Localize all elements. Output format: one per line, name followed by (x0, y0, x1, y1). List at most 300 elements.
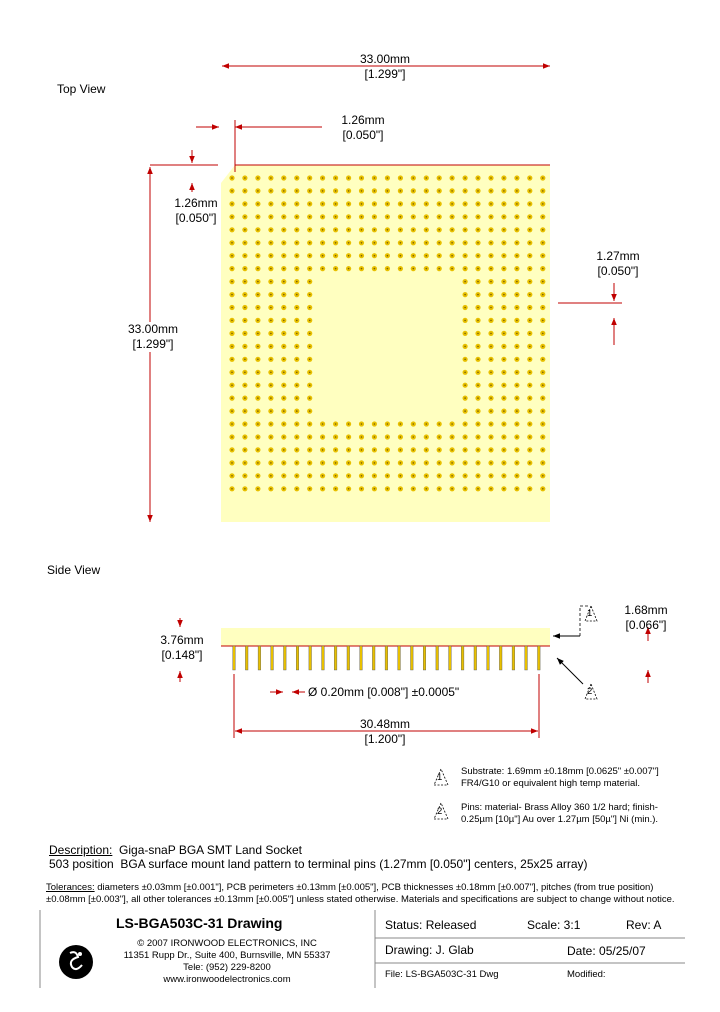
ball-pad-center (335, 475, 337, 477)
ball-pad-center (490, 281, 492, 283)
ball-pad-center (257, 229, 259, 231)
ball-pad-center (426, 216, 428, 218)
ball-pad-center (270, 281, 272, 283)
ball-pad-center (438, 216, 440, 218)
ball-pad-center (426, 449, 428, 451)
ball-pad-center (244, 268, 246, 270)
terminal-pin (385, 646, 388, 670)
note-2-line-1: Pins: material- Brass Alloy 360 1/2 hard; finish- (461, 802, 658, 813)
ball-pad-center (490, 488, 492, 490)
ball-pad-center (231, 410, 233, 412)
ball-pad-center (542, 359, 544, 361)
ball-pad-center (477, 410, 479, 412)
ball-pad-center (438, 242, 440, 244)
ball-pad-center (283, 488, 285, 490)
ball-pad-center (516, 359, 518, 361)
ball-pad-center (400, 449, 402, 451)
ball-pad-center (503, 462, 505, 464)
ball-pad-center (296, 320, 298, 322)
ball-pad-center (361, 423, 363, 425)
ball-pad-center (309, 268, 311, 270)
ball-pad-center (348, 436, 350, 438)
ball-pad-center (464, 359, 466, 361)
ball-pad-center (477, 281, 479, 283)
terminal-pin (233, 646, 236, 670)
ball-pad-center (490, 397, 492, 399)
ball-pad-center (413, 449, 415, 451)
ball-pad-center (322, 488, 324, 490)
side-height-dimension (142, 633, 222, 663)
callout-marker-2: 2 (587, 686, 593, 697)
ball-pad-center (490, 242, 492, 244)
ball-pad-center (529, 190, 531, 192)
ball-pad-center (464, 346, 466, 348)
ball-pad-center (477, 333, 479, 335)
ball-pad-center (400, 216, 402, 218)
ball-pad-center (270, 488, 272, 490)
ball-pad-center (270, 397, 272, 399)
ball-pad-center (438, 177, 440, 179)
ball-pad-center (296, 372, 298, 374)
ball-pad-center (503, 333, 505, 335)
ball-pad-center (503, 307, 505, 309)
ball-pad-center (426, 203, 428, 205)
ball-pad-center (270, 359, 272, 361)
ball-pad-center (516, 475, 518, 477)
ball-pad-center (244, 216, 246, 218)
ball-pad-center (335, 488, 337, 490)
ball-pad-center (542, 242, 544, 244)
ball-pad-center (296, 410, 298, 412)
ball-pad-center (529, 216, 531, 218)
ball-pad-center (231, 475, 233, 477)
ball-pad-center (387, 177, 389, 179)
ball-pad-center (270, 203, 272, 205)
ball-pad-center (477, 307, 479, 309)
ball-pad-center (503, 177, 505, 179)
ball-pad-center (244, 320, 246, 322)
ball-pad-center (244, 436, 246, 438)
ball-pad-center (296, 333, 298, 335)
ball-pad-center (257, 307, 259, 309)
ball-pad-center (542, 177, 544, 179)
ball-pad-center (283, 436, 285, 438)
tolerances-line-1 (46, 882, 653, 894)
ball-pad-center (309, 255, 311, 257)
ball-pad-center (477, 488, 479, 490)
substrate-in: [0.066"] (625, 618, 667, 632)
ball-pad-center (464, 307, 466, 309)
side-view-pins (233, 646, 540, 670)
ball-pad-center (490, 203, 492, 205)
ball-pad-center (283, 281, 285, 283)
ball-pad-center (477, 449, 479, 451)
ball-pad-center (270, 294, 272, 296)
ball-pad-center (361, 436, 363, 438)
ball-pad-center (257, 436, 259, 438)
ball-pad-center (503, 384, 505, 386)
ball-pad-center (374, 475, 376, 477)
width-mm: 33.00mm (359, 52, 411, 66)
ball-pad-center (387, 229, 389, 231)
ball-pad-center (516, 294, 518, 296)
ball-pad-center (490, 255, 492, 257)
ball-pad-center (529, 242, 531, 244)
ball-pad-center (244, 307, 246, 309)
ball-pad-center (490, 449, 492, 451)
ball-pad-center (335, 449, 337, 451)
ball-pad-center (296, 229, 298, 231)
ball-pad-center (283, 177, 285, 179)
ball-pad-center (426, 423, 428, 425)
ball-pad-center (529, 320, 531, 322)
ball-pad-center (244, 397, 246, 399)
ball-pad-center (270, 410, 272, 412)
ball-pad-center (477, 177, 479, 179)
ball-pad-center (400, 423, 402, 425)
side-view-substrate (221, 628, 550, 646)
ball-pad-center (244, 333, 246, 335)
ball-pad-center (244, 229, 246, 231)
ball-pad-center (283, 268, 285, 270)
ball-pad-center (542, 320, 544, 322)
ball-pad-center (257, 384, 259, 386)
ball-pad-center (387, 462, 389, 464)
ball-pad-center (374, 190, 376, 192)
ball-pad-center (542, 216, 544, 218)
ball-pad-center (503, 475, 505, 477)
ball-pad-center (516, 449, 518, 451)
ball-pad-center (426, 242, 428, 244)
ball-pad-center (387, 242, 389, 244)
ball-pad-center (231, 384, 233, 386)
ball-pad-center (231, 436, 233, 438)
ball-pad-center (374, 203, 376, 205)
ball-pad-center (529, 436, 531, 438)
ball-pad-center (451, 190, 453, 192)
ball-pad-center (296, 423, 298, 425)
ball-pad-center (348, 203, 350, 205)
ball-pad-center (322, 203, 324, 205)
pitch-y-dimension (156, 196, 236, 226)
ball-pad-center (516, 384, 518, 386)
ball-pad-center (516, 462, 518, 464)
ball-pad-center (283, 216, 285, 218)
ball-pad-center (244, 410, 246, 412)
ball-pad-center (438, 488, 440, 490)
terminal-pin (347, 646, 350, 670)
ball-pad-center (503, 372, 505, 374)
ball-pad-center (257, 281, 259, 283)
ball-pad-center (231, 346, 233, 348)
ball-pad-center (516, 436, 518, 438)
ball-pad-center (477, 320, 479, 322)
ball-pad-center (283, 410, 285, 412)
terminal-pin (372, 646, 375, 670)
ball-pad-center (542, 423, 544, 425)
ball-pad-center (322, 177, 324, 179)
ball-pad-center (283, 475, 285, 477)
callout-marker-1: 1 (587, 608, 593, 619)
ball-pad-center (477, 203, 479, 205)
ball-pad-center (322, 475, 324, 477)
ball-pad-center (413, 203, 415, 205)
ball-pad-center (270, 333, 272, 335)
ball-pad-center (309, 423, 311, 425)
ball-pad-center (542, 372, 544, 374)
ball-pad-center (516, 203, 518, 205)
ball-pad-center (231, 255, 233, 257)
ball-pad-center (231, 242, 233, 244)
phone: Tele: (952) 229-8200 (183, 962, 271, 973)
row-pitch-in: [0.050"] (597, 264, 639, 278)
ball-pad-center (516, 216, 518, 218)
ball-pad-center (296, 177, 298, 179)
ball-pad-center (244, 488, 246, 490)
ball-pad-center (270, 229, 272, 231)
ball-pad-center (309, 203, 311, 205)
ball-pad-center (426, 177, 428, 179)
ball-pad-center (270, 255, 272, 257)
ball-pad-center (438, 255, 440, 257)
ball-pad-center (387, 216, 389, 218)
note-2-marker: 2 (437, 806, 443, 817)
ball-pad-center (374, 242, 376, 244)
ball-pad-center (335, 216, 337, 218)
ball-pad-center (335, 255, 337, 257)
ball-pad-center (516, 346, 518, 348)
ball-pad-center (348, 177, 350, 179)
ball-pad-center (542, 203, 544, 205)
ball-pad-center (335, 177, 337, 179)
ball-pad-center (451, 462, 453, 464)
terminal-pin (436, 646, 439, 670)
ball-pad-center (309, 320, 311, 322)
ball-pad-center (516, 397, 518, 399)
ball-pad-center (477, 397, 479, 399)
ball-pad-center (309, 475, 311, 477)
company-info (112, 938, 342, 986)
ball-pad-center (464, 216, 466, 218)
ball-pad-center (309, 333, 311, 335)
ball-pad-center (322, 242, 324, 244)
ball-pad-center (257, 359, 259, 361)
ball-pad-center (231, 488, 233, 490)
ball-pad-center (231, 307, 233, 309)
ball-pad-center (244, 255, 246, 257)
terminal-pin (525, 646, 528, 670)
ball-pad-center (322, 423, 324, 425)
status: Status: Released (385, 918, 477, 932)
ball-pad-center (413, 242, 415, 244)
ball-pad-center (438, 436, 440, 438)
ball-pad-center (296, 397, 298, 399)
ball-pad-center (231, 462, 233, 464)
ball-pad-center (374, 229, 376, 231)
ball-pad-center (516, 281, 518, 283)
ball-pad-center (516, 410, 518, 412)
ball-pad-center (464, 475, 466, 477)
file-name: File: LS-BGA503C-31 Dwg (385, 969, 499, 980)
pitch-x-mm: 1.26mm (341, 113, 385, 127)
ball-pad-center (283, 346, 285, 348)
ball-pad-center (244, 449, 246, 451)
ball-pad-center (490, 177, 492, 179)
ball-pad-center (374, 255, 376, 257)
ball-pad-center (270, 462, 272, 464)
ball-pad-center (309, 359, 311, 361)
ball-pad-center (503, 346, 505, 348)
ball-pad-center (477, 475, 479, 477)
ball-pad-center (270, 384, 272, 386)
ball-pad-center (464, 410, 466, 412)
ball-pad-center (516, 255, 518, 257)
ball-pad-center (283, 203, 285, 205)
ball-pad-center (529, 346, 531, 348)
ball-pad-center (542, 294, 544, 296)
pin-span-mm: 30.48mm (359, 717, 411, 731)
ball-pad-center (490, 372, 492, 374)
ball-pad-center (426, 475, 428, 477)
ball-pad-center (231, 190, 233, 192)
note-2 (461, 802, 658, 826)
revision: Rev: A (626, 918, 662, 932)
description-detail: BGA surface mount land pattern to terminal pins (1.27mm [0.050"] centers, 25x25 array) (120, 857, 588, 871)
row-pitch-dimension (578, 249, 658, 279)
ball-pad-center (335, 423, 337, 425)
ball-pad-center (231, 359, 233, 361)
ball-pad-center (426, 229, 428, 231)
ball-pad-center (270, 216, 272, 218)
ball-pad-center (387, 268, 389, 270)
ball-pad-center (361, 177, 363, 179)
ball-pad-center (296, 216, 298, 218)
ball-pad-center (477, 384, 479, 386)
drawn-by: Drawing: J. Glab (385, 943, 474, 957)
terminal-pin (296, 646, 299, 670)
ball-pad-center (348, 423, 350, 425)
ball-pad-center (361, 203, 363, 205)
ball-pad-center (231, 229, 233, 231)
ball-pad-center (296, 190, 298, 192)
ball-pad-center (451, 242, 453, 244)
ball-pad-center (438, 449, 440, 451)
ball-pad-center (231, 177, 233, 179)
ball-pad-center (283, 397, 285, 399)
ball-pad-center (451, 268, 453, 270)
ball-pad-center (244, 294, 246, 296)
ball-pad-center (516, 488, 518, 490)
terminal-pin (334, 646, 337, 670)
ball-pad-center (438, 268, 440, 270)
terminal-pin (449, 646, 452, 670)
ball-pad-center (477, 436, 479, 438)
ball-pad-center (542, 190, 544, 192)
ball-pad-center (400, 177, 402, 179)
ball-pad-center (542, 475, 544, 477)
ball-pad-center (296, 475, 298, 477)
ball-pad-center (542, 281, 544, 283)
ball-pad-center (477, 229, 479, 231)
ball-pad-center (335, 203, 337, 205)
ball-pad-center (335, 190, 337, 192)
ball-pad-center (464, 268, 466, 270)
ball-pad-center (374, 268, 376, 270)
ball-pad-center (529, 397, 531, 399)
ball-pad-center (335, 462, 337, 464)
ball-pad-center (231, 423, 233, 425)
ball-pad-center (464, 294, 466, 296)
ball-pad-center (413, 488, 415, 490)
ball-pad-center (296, 449, 298, 451)
ball-pad-center (309, 190, 311, 192)
ball-pad-center (438, 462, 440, 464)
ball-pad-center (529, 423, 531, 425)
ball-pad-center (257, 294, 259, 296)
ball-pad-center (529, 475, 531, 477)
ball-pad-center (477, 268, 479, 270)
ball-pad-center (257, 488, 259, 490)
ball-pad-center (348, 242, 350, 244)
ball-pad-center (464, 397, 466, 399)
width-dimension (335, 52, 435, 82)
ball-pad-center (244, 203, 246, 205)
side-height-mm: 3.76mm (160, 633, 204, 647)
ball-pad-center (464, 203, 466, 205)
ball-pad-center (257, 333, 259, 335)
ball-pad-center (257, 397, 259, 399)
ball-pad-center (413, 475, 415, 477)
ball-pad-center (283, 333, 285, 335)
ball-pad-center (348, 268, 350, 270)
ball-pad-center (542, 449, 544, 451)
ball-pad-center (387, 423, 389, 425)
ball-pad-center (438, 475, 440, 477)
ball-pad-center (477, 216, 479, 218)
ball-pad-center (374, 449, 376, 451)
ball-pad-center (464, 177, 466, 179)
ball-pad-center (322, 436, 324, 438)
ball-pad-center (503, 190, 505, 192)
ball-pad-center (413, 255, 415, 257)
ball-pad-center (283, 372, 285, 374)
ball-pad-center (387, 475, 389, 477)
ball-pad-center (361, 268, 363, 270)
ball-pad-center (490, 320, 492, 322)
ball-pad-center (400, 436, 402, 438)
ball-pad-center (400, 190, 402, 192)
ball-pad-center (477, 346, 479, 348)
ball-pad-center (490, 216, 492, 218)
ball-pad-center (309, 449, 311, 451)
drawing-title: LS-BGA503C-31 Drawing (116, 915, 283, 931)
terminal-pin (461, 646, 464, 670)
ball-pad-center (503, 359, 505, 361)
ball-pad-center (257, 410, 259, 412)
ball-pad-center (296, 346, 298, 348)
ball-pad-center (361, 255, 363, 257)
ball-pad-center (361, 229, 363, 231)
ball-pad-center (516, 372, 518, 374)
ball-pad-center (244, 462, 246, 464)
ball-pad-center (464, 229, 466, 231)
ball-pad-center (503, 242, 505, 244)
row-pitch-mm: 1.27mm (596, 249, 640, 263)
ball-pad-center (400, 462, 402, 464)
ball-pad-center (270, 436, 272, 438)
ball-pad-center (413, 436, 415, 438)
ball-pad-center (270, 423, 272, 425)
